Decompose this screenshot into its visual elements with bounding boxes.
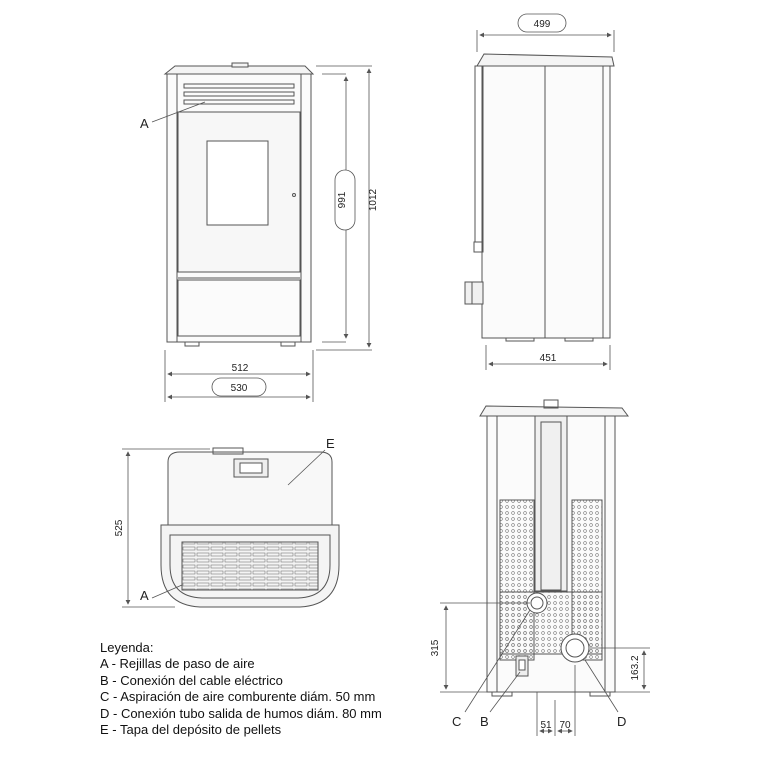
dim-rear-c-height: 315 xyxy=(430,639,441,657)
dim-base-outer: 530 xyxy=(230,383,248,394)
legend-item-a: A - Rejillas de paso de aire xyxy=(100,656,255,672)
label-c: C xyxy=(452,714,462,729)
legend-item-c: C - Aspiración de aire comburente diám. 50 mm xyxy=(100,689,376,705)
dim-total-height: 1012 xyxy=(368,188,379,212)
dim-rear-d-offset: 70 xyxy=(559,720,571,731)
label-b: B xyxy=(480,714,489,729)
dim-base-inner: 512 xyxy=(231,363,249,374)
label-a-plan: A xyxy=(140,588,149,603)
legend xyxy=(100,640,382,738)
dim-body-height: 991 xyxy=(337,191,348,209)
legend-title: Leyenda: xyxy=(100,640,154,655)
legend-item-e: E - Tapa del depósito de pellets xyxy=(100,722,282,738)
front-view xyxy=(165,63,313,346)
dim-side-depth: 451 xyxy=(539,353,557,364)
dim-rear-b-offset: 51 xyxy=(540,720,552,731)
label-a-front: A xyxy=(140,116,149,131)
label-e-plan: E xyxy=(326,436,335,451)
label-d: D xyxy=(617,714,627,729)
dim-top-width: 499 xyxy=(533,19,551,30)
dim-plan-depth: 525 xyxy=(114,519,125,537)
dim-rear-d-height: 163.2 xyxy=(630,655,641,681)
rear-view xyxy=(480,400,628,696)
legend-item-b: B - Conexión del cable eléctrico xyxy=(100,672,283,688)
plan-view xyxy=(161,448,339,607)
legend-item-d: D - Conexión tubo salida de humos diám. 80 mm xyxy=(100,705,382,721)
side-view xyxy=(465,54,614,341)
